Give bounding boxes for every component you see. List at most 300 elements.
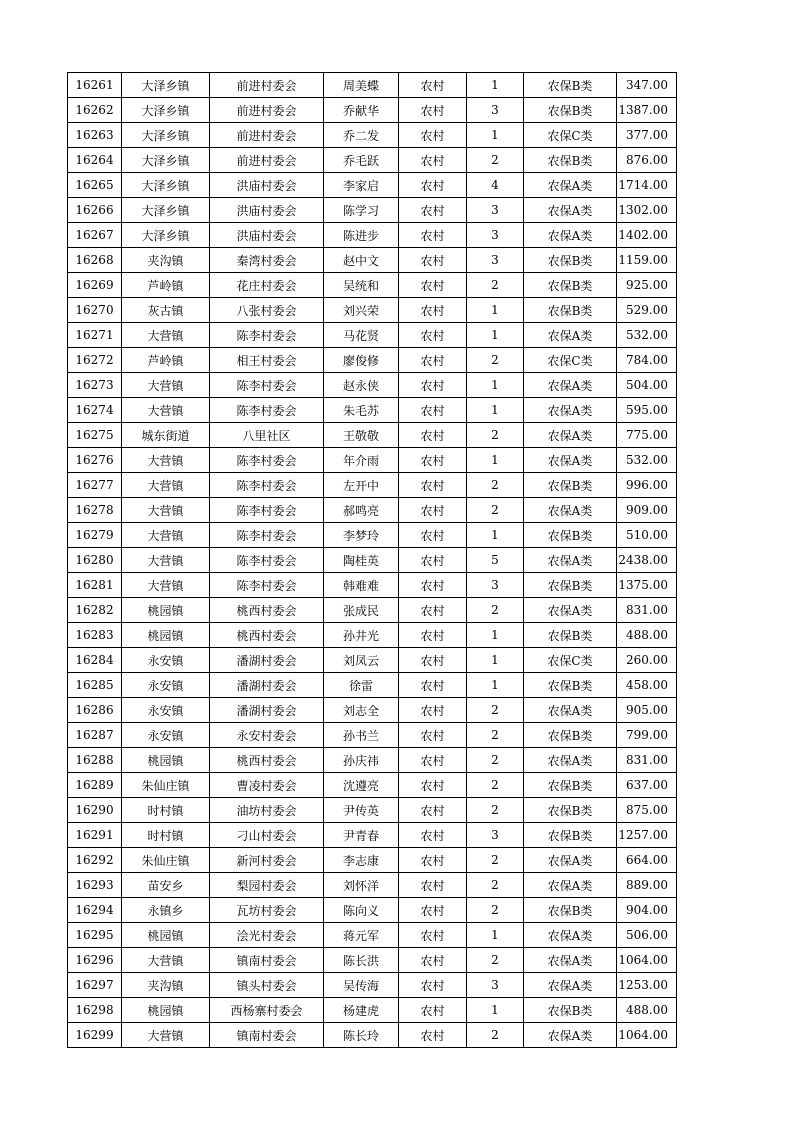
table-row bbox=[68, 973, 677, 998]
insurance-class-cell: 农保B类 bbox=[524, 673, 617, 698]
amount-cell: 1159.00 bbox=[617, 248, 677, 273]
insurance-class-cell: 农保B类 bbox=[524, 723, 617, 748]
name-cell: 李家启 bbox=[324, 173, 399, 198]
amount-cell: 889.00 bbox=[617, 873, 677, 898]
village-cell: 秦湾村委会 bbox=[210, 248, 324, 273]
table-row bbox=[68, 498, 677, 523]
household-size-cell: 3 bbox=[467, 198, 524, 223]
table-row bbox=[68, 723, 677, 748]
amount-cell: 1375.00 bbox=[617, 573, 677, 598]
town-cell: 灰古镇 bbox=[122, 298, 210, 323]
area-type-cell: 农村 bbox=[399, 948, 467, 973]
insurance-class-cell: 农保A类 bbox=[524, 448, 617, 473]
village-cell: 油坊村委会 bbox=[210, 798, 324, 823]
village-cell: 花庄村委会 bbox=[210, 273, 324, 298]
village-cell: 八张村委会 bbox=[210, 298, 324, 323]
insurance-class-cell: 农保A类 bbox=[524, 223, 617, 248]
insurance-class-cell: 农保B类 bbox=[524, 298, 617, 323]
village-cell: 潘湖村委会 bbox=[210, 698, 324, 723]
name-cell: 李梦玲 bbox=[324, 523, 399, 548]
name-cell: 刘志全 bbox=[324, 698, 399, 723]
record-id-cell: 16274 bbox=[68, 398, 122, 423]
table-row bbox=[68, 1023, 677, 1048]
household-size-cell: 1 bbox=[467, 923, 524, 948]
town-cell: 大营镇 bbox=[122, 323, 210, 348]
record-id-cell: 16281 bbox=[68, 573, 122, 598]
name-cell: 马花贤 bbox=[324, 323, 399, 348]
name-cell: 周美蝶 bbox=[324, 73, 399, 98]
table-row bbox=[68, 748, 677, 773]
area-type-cell: 农村 bbox=[399, 898, 467, 923]
area-type-cell: 农村 bbox=[399, 673, 467, 698]
village-cell: 桃西村委会 bbox=[210, 598, 324, 623]
amount-cell: 506.00 bbox=[617, 923, 677, 948]
insurance-class-cell: 农保A类 bbox=[524, 548, 617, 573]
household-size-cell: 2 bbox=[467, 598, 524, 623]
town-cell: 大营镇 bbox=[122, 448, 210, 473]
household-size-cell: 1 bbox=[467, 398, 524, 423]
village-cell: 西杨寨村委会 bbox=[210, 998, 324, 1023]
name-cell: 乔毛跃 bbox=[324, 148, 399, 173]
town-cell: 大泽乡镇 bbox=[122, 198, 210, 223]
household-size-cell: 2 bbox=[467, 698, 524, 723]
village-cell: 桃西村委会 bbox=[210, 748, 324, 773]
record-id-cell: 16271 bbox=[68, 323, 122, 348]
name-cell: 赵永侠 bbox=[324, 373, 399, 398]
amount-cell: 909.00 bbox=[617, 498, 677, 523]
town-cell: 大营镇 bbox=[122, 398, 210, 423]
area-type-cell: 农村 bbox=[399, 748, 467, 773]
household-size-cell: 1 bbox=[467, 123, 524, 148]
record-id-cell: 16272 bbox=[68, 348, 122, 373]
name-cell: 朱毛苏 bbox=[324, 398, 399, 423]
household-size-cell: 2 bbox=[467, 723, 524, 748]
town-cell: 大泽乡镇 bbox=[122, 73, 210, 98]
amount-cell: 1257.00 bbox=[617, 823, 677, 848]
town-cell: 大泽乡镇 bbox=[122, 123, 210, 148]
amount-cell: 595.00 bbox=[617, 398, 677, 423]
village-cell: 洪庙村委会 bbox=[210, 173, 324, 198]
village-cell: 新河村委会 bbox=[210, 848, 324, 873]
area-type-cell: 农村 bbox=[399, 923, 467, 948]
area-type-cell: 农村 bbox=[399, 548, 467, 573]
area-type-cell: 农村 bbox=[399, 998, 467, 1023]
records-table bbox=[67, 72, 677, 1048]
table-row bbox=[68, 323, 677, 348]
insurance-class-cell: 农保A类 bbox=[524, 748, 617, 773]
name-cell: 廖俊修 bbox=[324, 348, 399, 373]
insurance-class-cell: 农保A类 bbox=[524, 1023, 617, 1048]
household-size-cell: 1 bbox=[467, 998, 524, 1023]
name-cell: 孙井光 bbox=[324, 623, 399, 648]
table-row bbox=[68, 573, 677, 598]
amount-cell: 831.00 bbox=[617, 598, 677, 623]
record-id-cell: 16283 bbox=[68, 623, 122, 648]
record-id-cell: 16298 bbox=[68, 998, 122, 1023]
table-row bbox=[68, 473, 677, 498]
name-cell: 李志康 bbox=[324, 848, 399, 873]
household-size-cell: 3 bbox=[467, 573, 524, 598]
household-size-cell: 2 bbox=[467, 948, 524, 973]
record-id-cell: 16284 bbox=[68, 648, 122, 673]
table-row bbox=[68, 373, 677, 398]
name-cell: 沈遵亮 bbox=[324, 773, 399, 798]
household-size-cell: 2 bbox=[467, 273, 524, 298]
area-type-cell: 农村 bbox=[399, 323, 467, 348]
insurance-class-cell: 农保B类 bbox=[524, 998, 617, 1023]
table-row bbox=[68, 148, 677, 173]
amount-cell: 1402.00 bbox=[617, 223, 677, 248]
insurance-class-cell: 农保B类 bbox=[524, 148, 617, 173]
village-cell: 前进村委会 bbox=[210, 148, 324, 173]
amount-cell: 876.00 bbox=[617, 148, 677, 173]
name-cell: 乔献华 bbox=[324, 98, 399, 123]
household-size-cell: 2 bbox=[467, 898, 524, 923]
record-id-cell: 16262 bbox=[68, 98, 122, 123]
town-cell: 大营镇 bbox=[122, 548, 210, 573]
table-row bbox=[68, 173, 677, 198]
town-cell: 桃园镇 bbox=[122, 923, 210, 948]
area-type-cell: 农村 bbox=[399, 473, 467, 498]
amount-cell: 488.00 bbox=[617, 998, 677, 1023]
household-size-cell: 1 bbox=[467, 623, 524, 648]
table-row bbox=[68, 673, 677, 698]
insurance-class-cell: 农保A类 bbox=[524, 398, 617, 423]
area-type-cell: 农村 bbox=[399, 73, 467, 98]
area-type-cell: 农村 bbox=[399, 723, 467, 748]
area-type-cell: 农村 bbox=[399, 348, 467, 373]
area-type-cell: 农村 bbox=[399, 573, 467, 598]
village-cell: 桃西村委会 bbox=[210, 623, 324, 648]
amount-cell: 1064.00 bbox=[617, 948, 677, 973]
insurance-class-cell: 农保A类 bbox=[524, 848, 617, 873]
insurance-class-cell: 农保B类 bbox=[524, 73, 617, 98]
record-id-cell: 16299 bbox=[68, 1023, 122, 1048]
name-cell: 陶桂英 bbox=[324, 548, 399, 573]
area-type-cell: 农村 bbox=[399, 448, 467, 473]
household-size-cell: 3 bbox=[467, 248, 524, 273]
name-cell: 刘怀洋 bbox=[324, 873, 399, 898]
record-id-cell: 16294 bbox=[68, 898, 122, 923]
record-id-cell: 16282 bbox=[68, 598, 122, 623]
amount-cell: 905.00 bbox=[617, 698, 677, 723]
area-type-cell: 农村 bbox=[399, 498, 467, 523]
insurance-class-cell: 农保A类 bbox=[524, 973, 617, 998]
record-id-cell: 16263 bbox=[68, 123, 122, 148]
name-cell: 尹传英 bbox=[324, 798, 399, 823]
record-id-cell: 16288 bbox=[68, 748, 122, 773]
table-row bbox=[68, 773, 677, 798]
town-cell: 桃园镇 bbox=[122, 998, 210, 1023]
name-cell: 蒋元军 bbox=[324, 923, 399, 948]
insurance-class-cell: 农保A类 bbox=[524, 198, 617, 223]
name-cell: 吴统和 bbox=[324, 273, 399, 298]
area-type-cell: 农村 bbox=[399, 623, 467, 648]
village-cell: 陈李村委会 bbox=[210, 473, 324, 498]
table-row bbox=[68, 798, 677, 823]
table-row bbox=[68, 823, 677, 848]
household-size-cell: 2 bbox=[467, 873, 524, 898]
table-row bbox=[68, 598, 677, 623]
record-id-cell: 16266 bbox=[68, 198, 122, 223]
area-type-cell: 农村 bbox=[399, 798, 467, 823]
record-id-cell: 16267 bbox=[68, 223, 122, 248]
area-type-cell: 农村 bbox=[399, 773, 467, 798]
record-id-cell: 16275 bbox=[68, 423, 122, 448]
record-id-cell: 16261 bbox=[68, 73, 122, 98]
household-size-cell: 1 bbox=[467, 73, 524, 98]
name-cell: 郝鸣亮 bbox=[324, 498, 399, 523]
household-size-cell: 1 bbox=[467, 323, 524, 348]
area-type-cell: 农村 bbox=[399, 598, 467, 623]
table-row bbox=[68, 998, 677, 1023]
amount-cell: 532.00 bbox=[617, 323, 677, 348]
area-type-cell: 农村 bbox=[399, 198, 467, 223]
town-cell: 大营镇 bbox=[122, 373, 210, 398]
village-cell: 前进村委会 bbox=[210, 98, 324, 123]
town-cell: 桃园镇 bbox=[122, 623, 210, 648]
household-size-cell: 1 bbox=[467, 648, 524, 673]
household-size-cell: 2 bbox=[467, 498, 524, 523]
name-cell: 陈向义 bbox=[324, 898, 399, 923]
village-cell: 陈李村委会 bbox=[210, 323, 324, 348]
record-id-cell: 16276 bbox=[68, 448, 122, 473]
area-type-cell: 农村 bbox=[399, 373, 467, 398]
name-cell: 赵中文 bbox=[324, 248, 399, 273]
name-cell: 吴传海 bbox=[324, 973, 399, 998]
village-cell: 潘湖村委会 bbox=[210, 648, 324, 673]
insurance-class-cell: 农保A类 bbox=[524, 948, 617, 973]
name-cell: 陈学习 bbox=[324, 198, 399, 223]
town-cell: 大营镇 bbox=[122, 498, 210, 523]
table-row bbox=[68, 298, 677, 323]
table-row bbox=[68, 698, 677, 723]
name-cell: 陈进步 bbox=[324, 223, 399, 248]
name-cell: 刘凤云 bbox=[324, 648, 399, 673]
town-cell: 时村镇 bbox=[122, 823, 210, 848]
name-cell: 左开中 bbox=[324, 473, 399, 498]
amount-cell: 664.00 bbox=[617, 848, 677, 873]
amount-cell: 488.00 bbox=[617, 623, 677, 648]
insurance-class-cell: 农保A类 bbox=[524, 698, 617, 723]
name-cell: 王敬敬 bbox=[324, 423, 399, 448]
town-cell: 大营镇 bbox=[122, 523, 210, 548]
town-cell: 夹沟镇 bbox=[122, 248, 210, 273]
household-size-cell: 2 bbox=[467, 473, 524, 498]
household-size-cell: 2 bbox=[467, 748, 524, 773]
amount-cell: 347.00 bbox=[617, 73, 677, 98]
household-size-cell: 2 bbox=[467, 773, 524, 798]
household-size-cell: 2 bbox=[467, 348, 524, 373]
household-size-cell: 1 bbox=[467, 373, 524, 398]
amount-cell: 1714.00 bbox=[617, 173, 677, 198]
record-id-cell: 16278 bbox=[68, 498, 122, 523]
town-cell: 苗安乡 bbox=[122, 873, 210, 898]
insurance-class-cell: 农保B类 bbox=[524, 273, 617, 298]
record-id-cell: 16273 bbox=[68, 373, 122, 398]
area-type-cell: 农村 bbox=[399, 973, 467, 998]
name-cell: 张成民 bbox=[324, 598, 399, 623]
insurance-class-cell: 农保B类 bbox=[524, 823, 617, 848]
amount-cell: 775.00 bbox=[617, 423, 677, 448]
name-cell: 尹青春 bbox=[324, 823, 399, 848]
amount-cell: 260.00 bbox=[617, 648, 677, 673]
table-row bbox=[68, 73, 677, 98]
town-cell: 大营镇 bbox=[122, 573, 210, 598]
name-cell: 韩难难 bbox=[324, 573, 399, 598]
insurance-class-cell: 农保B类 bbox=[524, 473, 617, 498]
village-cell: 陈李村委会 bbox=[210, 548, 324, 573]
name-cell: 徐雷 bbox=[324, 673, 399, 698]
town-cell: 大泽乡镇 bbox=[122, 98, 210, 123]
village-cell: 陈李村委会 bbox=[210, 523, 324, 548]
record-id-cell: 16265 bbox=[68, 173, 122, 198]
table-row bbox=[68, 948, 677, 973]
village-cell: 梨园村委会 bbox=[210, 873, 324, 898]
town-cell: 永安镇 bbox=[122, 648, 210, 673]
area-type-cell: 农村 bbox=[399, 523, 467, 548]
town-cell: 大营镇 bbox=[122, 1023, 210, 1048]
household-size-cell: 2 bbox=[467, 1023, 524, 1048]
record-id-cell: 16277 bbox=[68, 473, 122, 498]
town-cell: 桃园镇 bbox=[122, 598, 210, 623]
record-id-cell: 16268 bbox=[68, 248, 122, 273]
record-id-cell: 16291 bbox=[68, 823, 122, 848]
town-cell: 城东街道 bbox=[122, 423, 210, 448]
amount-cell: 1387.00 bbox=[617, 98, 677, 123]
town-cell: 大泽乡镇 bbox=[122, 173, 210, 198]
table-row bbox=[68, 548, 677, 573]
household-size-cell: 1 bbox=[467, 448, 524, 473]
amount-cell: 637.00 bbox=[617, 773, 677, 798]
record-id-cell: 16287 bbox=[68, 723, 122, 748]
town-cell: 大泽乡镇 bbox=[122, 148, 210, 173]
table-row bbox=[68, 223, 677, 248]
name-cell: 陈长洪 bbox=[324, 948, 399, 973]
household-size-cell: 3 bbox=[467, 223, 524, 248]
record-id-cell: 16264 bbox=[68, 148, 122, 173]
table-row bbox=[68, 273, 677, 298]
amount-cell: 510.00 bbox=[617, 523, 677, 548]
town-cell: 大营镇 bbox=[122, 948, 210, 973]
amount-cell: 1302.00 bbox=[617, 198, 677, 223]
amount-cell: 2438.00 bbox=[617, 548, 677, 573]
household-size-cell: 1 bbox=[467, 673, 524, 698]
area-type-cell: 农村 bbox=[399, 423, 467, 448]
town-cell: 永镇乡 bbox=[122, 898, 210, 923]
insurance-class-cell: 农保B类 bbox=[524, 773, 617, 798]
village-cell: 浍光村委会 bbox=[210, 923, 324, 948]
insurance-class-cell: 农保A类 bbox=[524, 323, 617, 348]
table-row bbox=[68, 423, 677, 448]
table-row bbox=[68, 248, 677, 273]
amount-cell: 925.00 bbox=[617, 273, 677, 298]
amount-cell: 532.00 bbox=[617, 448, 677, 473]
insurance-class-cell: 农保B类 bbox=[524, 98, 617, 123]
amount-cell: 1253.00 bbox=[617, 973, 677, 998]
household-size-cell: 3 bbox=[467, 823, 524, 848]
name-cell: 刘兴荣 bbox=[324, 298, 399, 323]
area-type-cell: 农村 bbox=[399, 648, 467, 673]
table-row bbox=[68, 448, 677, 473]
amount-cell: 875.00 bbox=[617, 798, 677, 823]
table-row bbox=[68, 623, 677, 648]
insurance-class-cell: 农保C类 bbox=[524, 123, 617, 148]
area-type-cell: 农村 bbox=[399, 123, 467, 148]
town-cell: 朱仙庄镇 bbox=[122, 848, 210, 873]
name-cell: 杨建虎 bbox=[324, 998, 399, 1023]
table-row bbox=[68, 98, 677, 123]
amount-cell: 504.00 bbox=[617, 373, 677, 398]
village-cell: 相王村委会 bbox=[210, 348, 324, 373]
village-cell: 陈李村委会 bbox=[210, 498, 324, 523]
name-cell: 孙书兰 bbox=[324, 723, 399, 748]
village-cell: 陈李村委会 bbox=[210, 373, 324, 398]
table-row bbox=[68, 523, 677, 548]
village-cell: 潘湖村委会 bbox=[210, 673, 324, 698]
area-type-cell: 农村 bbox=[399, 98, 467, 123]
area-type-cell: 农村 bbox=[399, 273, 467, 298]
household-size-cell: 1 bbox=[467, 298, 524, 323]
town-cell: 永安镇 bbox=[122, 673, 210, 698]
record-id-cell: 16286 bbox=[68, 698, 122, 723]
table-row bbox=[68, 398, 677, 423]
insurance-class-cell: 农保B类 bbox=[524, 898, 617, 923]
household-size-cell: 2 bbox=[467, 423, 524, 448]
table-row bbox=[68, 648, 677, 673]
area-type-cell: 农村 bbox=[399, 698, 467, 723]
area-type-cell: 农村 bbox=[399, 298, 467, 323]
table-row bbox=[68, 873, 677, 898]
village-cell: 洪庙村委会 bbox=[210, 223, 324, 248]
insurance-class-cell: 农保C类 bbox=[524, 648, 617, 673]
village-cell: 永安村委会 bbox=[210, 723, 324, 748]
amount-cell: 904.00 bbox=[617, 898, 677, 923]
amount-cell: 458.00 bbox=[617, 673, 677, 698]
village-cell: 洪庙村委会 bbox=[210, 198, 324, 223]
table-row bbox=[68, 348, 677, 373]
village-cell: 前进村委会 bbox=[210, 123, 324, 148]
village-cell: 刁山村委会 bbox=[210, 823, 324, 848]
household-size-cell: 2 bbox=[467, 848, 524, 873]
insurance-class-cell: 农保A类 bbox=[524, 923, 617, 948]
record-id-cell: 16297 bbox=[68, 973, 122, 998]
village-cell: 镇南村委会 bbox=[210, 1023, 324, 1048]
household-size-cell: 2 bbox=[467, 148, 524, 173]
household-size-cell: 3 bbox=[467, 973, 524, 998]
area-type-cell: 农村 bbox=[399, 398, 467, 423]
town-cell: 大营镇 bbox=[122, 473, 210, 498]
record-id-cell: 16289 bbox=[68, 773, 122, 798]
village-cell: 陈李村委会 bbox=[210, 573, 324, 598]
name-cell: 孙庆祎 bbox=[324, 748, 399, 773]
record-id-cell: 16269 bbox=[68, 273, 122, 298]
table-row bbox=[68, 123, 677, 148]
record-id-cell: 16296 bbox=[68, 948, 122, 973]
area-type-cell: 农村 bbox=[399, 1023, 467, 1048]
amount-cell: 529.00 bbox=[617, 298, 677, 323]
record-id-cell: 16280 bbox=[68, 548, 122, 573]
village-cell: 陈李村委会 bbox=[210, 398, 324, 423]
household-size-cell: 2 bbox=[467, 798, 524, 823]
household-size-cell: 4 bbox=[467, 173, 524, 198]
name-cell: 乔二发 bbox=[324, 123, 399, 148]
town-cell: 大泽乡镇 bbox=[122, 223, 210, 248]
area-type-cell: 农村 bbox=[399, 873, 467, 898]
area-type-cell: 农村 bbox=[399, 848, 467, 873]
amount-cell: 1064.00 bbox=[617, 1023, 677, 1048]
village-cell: 前进村委会 bbox=[210, 73, 324, 98]
